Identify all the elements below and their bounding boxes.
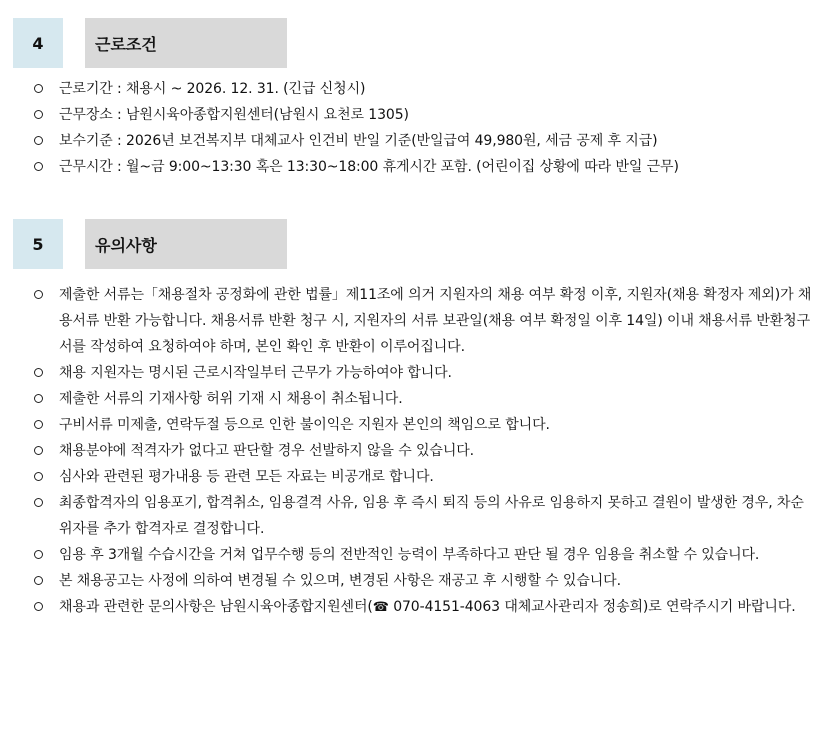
list-item-text: 근무시간 : 월~금 9:00~13:30 혹은 13:30~18:00 휴게시간 포함. (어린이집 상황에 따라 반일 근무) <box>59 159 679 175</box>
section-number: 5 <box>13 219 63 269</box>
phone-icon: ☎ <box>372 600 389 615</box>
section-5-header <box>13 219 287 269</box>
circle-bullet-icon <box>34 498 43 507</box>
list-item-text: 심사와 관련된 평가내용 등 관련 모든 자료는 비공개로 합니다. <box>59 469 434 485</box>
list-item <box>0 360 832 386</box>
circle-bullet-icon <box>34 84 43 93</box>
section-4-header <box>13 18 287 68</box>
circle-bullet-icon <box>34 162 43 171</box>
section-5-list <box>0 282 832 621</box>
list-item-text: 본 채용공고는 사정에 의하여 변경될 수 있으며, 변경된 사항은 재공고 후 시행할 수 있습니다. <box>59 573 621 589</box>
section-number: 4 <box>13 18 63 68</box>
circle-bullet-icon <box>34 472 43 481</box>
circle-bullet-icon <box>34 550 43 559</box>
circle-bullet-icon <box>34 290 43 299</box>
list-item-text: 임용 후 3개월 수습시간을 거쳐 업무수행 등의 전반적인 능력이 부족하다고 판단 될 경우 임용을 취소할 수 있습니다. <box>59 547 760 563</box>
list-item <box>0 386 832 412</box>
list-item <box>0 76 832 102</box>
list-item <box>0 438 832 464</box>
list-item <box>0 568 832 594</box>
list-item <box>0 412 832 438</box>
circle-bullet-icon <box>34 110 43 119</box>
circle-bullet-icon <box>34 136 43 145</box>
list-item-text: 채용 지원자는 명시된 근로시작일부터 근무가 가능하여야 합니다. <box>59 365 452 381</box>
list-item <box>0 594 832 621</box>
list-item <box>0 464 832 490</box>
circle-bullet-icon <box>34 446 43 455</box>
contact-text-after: 070-4151-4063 대체교사관리자 정송희)로 연락주시기 바랍니다. <box>388 599 796 615</box>
circle-bullet-icon <box>34 576 43 585</box>
list-item-text: 제출한 서류는「채용절차 공정화에 관한 법률」제11조에 의거 지원자의 채용 여부 확정 이후, 지원자(채용 확정자 제외)가 채용서류 반환 가능합니다. 채용서류 반환 청구 시, 지원자의 서류 보관일(채용 여부 확정일 이후 14일) 이내 채용서류 반환청구서를 작성하여 요청하여야 하며, 본인 확인 후 반환이 이루어집니다. <box>59 287 812 355</box>
list-item-text: 제출한 서류의 기재사항 허위 기재 시 채용이 취소됩니다. <box>59 391 403 407</box>
list-item <box>0 490 832 542</box>
list-item-text: 근무장소 : 남원시육아종합지원센터(남원시 요천로 1305) <box>59 107 409 123</box>
section-title: 근로조건 <box>85 18 287 68</box>
list-item-text: 구비서류 미제출, 연락두절 등으로 인한 불이익은 지원자 본인의 책임으로 합니다. <box>59 417 550 433</box>
list-item <box>0 128 832 154</box>
list-item <box>0 154 832 180</box>
list-item-text: 근로기간 : 채용시 ~ 2026. 12. 31. (긴급 신청시) <box>59 81 366 97</box>
list-item-text: 채용분야에 적격자가 없다고 판단할 경우 선발하지 않을 수 있습니다. <box>59 443 475 459</box>
contact-text-before: 채용과 관련한 문의사항은 남원시육아종합지원센터( <box>59 599 373 615</box>
list-item-text: 보수기준 : 2026년 보건복지부 대체교사 인건비 반일 기준(반일급여 49,980원, 세금 공제 후 지급) <box>59 133 658 149</box>
circle-bullet-icon <box>34 368 43 377</box>
list-item-text: 최종합격자의 임용포기, 합격취소, 임용결격 사유, 임용 후 즉시 퇴직 등의 사유로 임용하지 못하고 결원이 발생한 경우, 차순위자를 추가 합격자로 결정합니다. <box>59 495 804 537</box>
circle-bullet-icon <box>34 394 43 403</box>
list-item <box>0 542 832 568</box>
list-item <box>0 282 832 360</box>
section-title: 유의사항 <box>85 219 287 269</box>
section-4-list <box>0 76 832 180</box>
circle-bullet-icon <box>34 602 43 611</box>
circle-bullet-icon <box>34 420 43 429</box>
list-item <box>0 102 832 128</box>
